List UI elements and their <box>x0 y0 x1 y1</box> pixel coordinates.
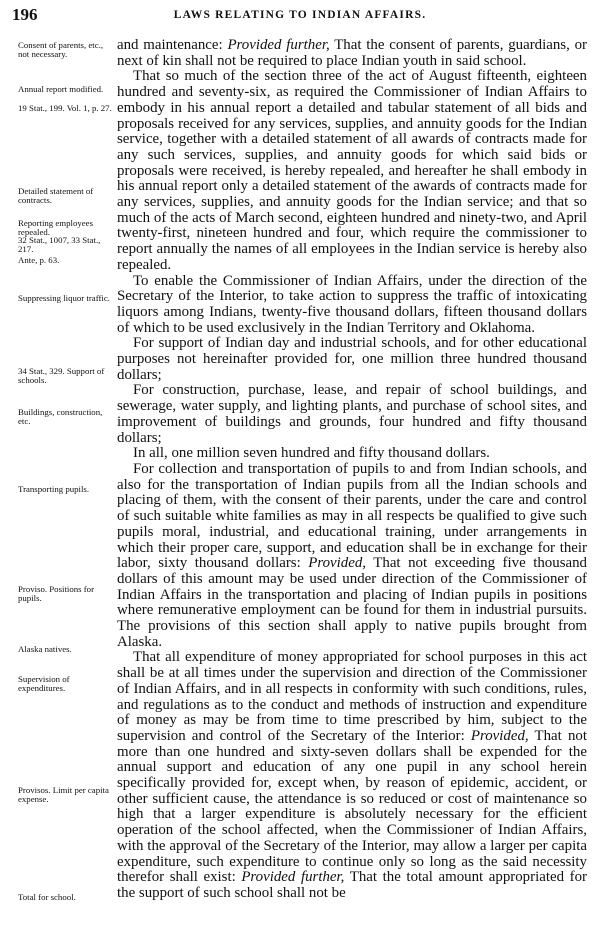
margin-note-annual-report: Annual report modified. <box>18 84 104 94</box>
paragraph: and maintenance: Provided further, That the consent of parents, guardians, or next of kin shall not be required to place Indian youth in said school. <box>117 37 587 69</box>
paragraph: For collection and transportation of pupils to and from Indian schools, and also for the transportation of Indian pupils from all the Indian schools and placing of them, with the consent of their parents, under the care and control of such suitable white families as may in all respects be qualified to give such pupils moral, industrial, and educational training, under arrangements in which their proper care, support, and education shall be in exchange for their labor, sixty thousand dollars: Provided, That not exceeding five thousand dollars of this amount may be used under direction of the Commissioner of Indian Affairs in the transportation and placing of Indian pupils in positions where remunerative employment can be found for them in industrial pursuits. The provisions of this section shall apply to native pupils brought from Alaska. <box>117 460 587 650</box>
running-title: LAWS RELATING TO INDIAN AFFAIRS. <box>173 9 427 21</box>
margin-note-support-schools: 34 Stat., 329. Support of schools. <box>18 366 105 386</box>
page-header <box>0 0 600 30</box>
margin-note-provisos-limit: Provisos. Limit per capita expense. <box>18 785 109 805</box>
page-number: 196 <box>12 5 38 24</box>
paragraph: That all expenditure of money appropriated for school purposes in this act shall be at all times under the supervision and direction of the Commissioner of Indian Affairs, and in all respects in conformity with such conditions, rules, and regulations as to the conduct and methods of instruction and expenditure of money as may be from time to time prescribed by him, subject to the supervision and control of the Secretary of the Interior: Provided, That not more than one hundred and sixty-seven dollars shall be expended for the annual support and education of any one pupil in any school herein specifically provided for, except when, by reason of epidemic, accident, or other sufficient cause, the attendance is so reduced or cost of maintenance so high that a larger expenditure is absolutely necessary for the efficient operation of the school affected, when the Commissioner of Indian Affairs, with the approval of the Secretary of the Interior, may allow a larger per capita expenditure, such expenditure to continue only so long as the said necessity therefor shall exist: Provided further, That the total amount appropriated for the support of such school shall not be <box>117 649 587 901</box>
paragraph: For construction, purchase, lease, and repair of school buildings, and sewerage, water supply, and lighting plants, and purchase of school sites, and improvement of buildings and grounds, four hundred and fifty thousand dollars; <box>117 382 587 446</box>
margin-note-alaska-natives: Alaska natives. <box>18 644 72 654</box>
margin-note-suppressing-liquor: Suppressing liquor traffic. <box>18 293 110 303</box>
paragraph: In all, one million seven hundred and fifty thousand dollars. <box>133 445 490 462</box>
paragraph: That so much of the section three of the act of August fifteenth, eighteen hundred and seventy-six, as required the Commissioner of Indian Affairs to embody in his annual report a detailed and tabular statement of all bids and proposals received for any services, supplies, and annuity goods for the Indian service, together with a detailed statement of all awards of contracts made for any such services, supplies, and annuity goods for which said bids or proposals were received, is hereby repealed, and hereafter he shall embody in his annual report only a detailed statement of the awards of contracts made for any services, supplies, and annuity goods for the Indian service; and that so much of the acts of March second, eighteen hundred and ninety-two, and April twenty-first, nineteen hundred and four, which require the commissioner to report annually the names of all employees in the Indian service is hereby also repealed. <box>117 68 587 273</box>
margin-note-buildings: Buildings, construction, etc. <box>18 407 103 427</box>
paragraph: To enable the Commissioner of Indian Affairs, under the direction of the Secretary of the Interior, to take action to suppress the traffic of intoxicating liquors among Indians, twenty-five thousand dollars, fifteen thousand dollars of which to be used exclusively in the Indian Territory and Oklahoma. <box>117 272 587 336</box>
body-text <box>117 38 587 902</box>
margin-note-total-school: Total for school. <box>18 892 76 902</box>
margin-note-reporting-employees: Reporting employees repealed. <box>18 218 94 238</box>
margin-note-ante: Ante, p. 63. <box>18 255 60 265</box>
margin-note-citation: 32 Stat., 1007, 33 Stat., 217. <box>18 235 101 255</box>
margin-note-detailed-statement: Detailed statement of contracts. <box>18 186 94 206</box>
margin-note-transporting-pupils: Transporting pupils. <box>18 484 90 494</box>
margin-note-proviso-positions: Proviso. Positions for pupils. <box>18 584 95 604</box>
paragraph: For support of Indian day and industrial schools, and for other educational purposes not hereinafter provided for, one million three hundred thousand dollars; <box>117 335 587 383</box>
margin-note-consent: Consent of parents, etc., not necessary. <box>18 40 104 60</box>
margin-note-citation: 19 Stat., 199. Vol. 1, p. 27. <box>18 103 112 113</box>
margin-note-supervision: Supervision of expenditures. <box>18 674 70 694</box>
